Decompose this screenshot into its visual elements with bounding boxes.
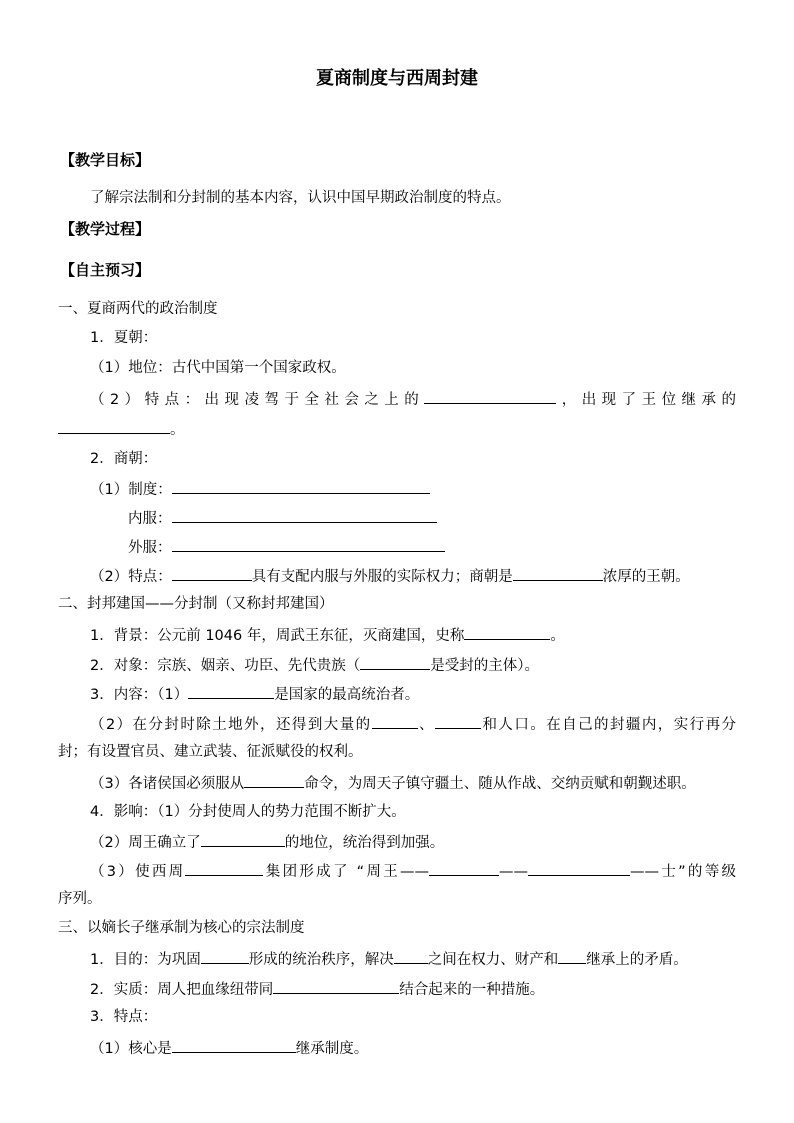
fengjian-background — [90, 624, 565, 646]
text-fragment: 继承制度。 — [295, 1041, 369, 1057]
fill-blank — [360, 654, 430, 670]
fill-blank — [172, 1037, 296, 1053]
fengjian-content-3 — [90, 772, 696, 794]
goal-text: 了解宗法制和分封制的基本内容，认识中国早期政治制度的特点。 — [90, 190, 511, 206]
fill-blank — [172, 565, 252, 581]
text-fragment: 具有支配内服与外服的实际权力；商朝是 — [251, 569, 513, 585]
shang-waifu — [128, 536, 445, 558]
xia-point-2-cont — [58, 418, 185, 440]
text-fragment: ——士”的等级 — [630, 864, 737, 880]
fengjian-effect-2 — [90, 831, 444, 853]
part-three-heading: 三、以嫡长子继承制为核心的宗法制度 — [58, 920, 305, 936]
text-fragment: 是受封的主体）。 — [430, 658, 539, 674]
text-fragment: （2）特点： — [90, 569, 172, 585]
text-fragment: （2）周王确立了 — [90, 835, 201, 851]
text-fragment: （3）各诸侯国必须服从 — [90, 776, 245, 792]
fill-blank — [429, 860, 499, 876]
text-fragment: （1）核心是 — [90, 1041, 172, 1057]
text-fragment: —— — [499, 864, 529, 880]
text-fragment: （2）特点：出现凌驾于全社会之上的 — [90, 392, 425, 408]
text-fragment: 浓厚的王朝。 — [602, 569, 690, 585]
text-fragment: 命令，为周天子镇守疆土、随从作战、交纳贡赋和朝觐述职。 — [304, 776, 696, 792]
text-fragment: 内服： — [128, 511, 172, 527]
shang-feature — [90, 565, 690, 587]
fill-blank — [172, 536, 445, 552]
text-fragment: （2）在分封时除土地外，还得到大量的 — [90, 717, 372, 733]
text-fragment: 1．目的：为巩固 — [90, 952, 201, 968]
text-fragment: 和人口。在自己的封疆内，实行再分 — [481, 717, 737, 733]
fengjian-objects — [90, 654, 539, 676]
fill-blank — [435, 713, 481, 729]
zongfa-feature-heading: 3．特点： — [90, 1009, 158, 1025]
fill-blank — [172, 478, 430, 494]
fengjian-effect-1: 4．影响：（1）分封使周人的势力范围不断扩大。 — [90, 804, 406, 820]
section-heading-goal: 【教学目标】 — [60, 151, 151, 169]
fill-blank — [528, 860, 630, 876]
section-heading-preview: 【自主预习】 — [60, 261, 151, 279]
fill-blank — [394, 948, 428, 964]
text-fragment: ，出现了王位继承的 — [556, 392, 736, 408]
zongfa-feature-1 — [90, 1037, 368, 1059]
fengjian-content-2-cont: 封；有设置官员、建立武装、征派赋役的权利。 — [58, 744, 363, 760]
shang-neifu — [128, 507, 437, 529]
text-fragment: （3）使西周 — [90, 864, 186, 880]
fengjian-effect-3-cont: 序列。 — [58, 891, 102, 907]
text-fragment: 形成的统治秩序，解决 — [248, 952, 394, 968]
fill-blank — [172, 507, 437, 523]
text-fragment: 的地位，统治得到加强。 — [284, 835, 445, 851]
page-title: 夏商制度与西周封建 — [316, 68, 478, 89]
text-fragment: 外服： — [128, 540, 172, 556]
fill-blank — [201, 831, 285, 847]
fill-blank — [558, 948, 586, 964]
fengjian-effect-3 — [90, 860, 736, 882]
zongfa-aim — [90, 948, 688, 970]
fill-blank — [244, 772, 304, 788]
text-fragment: 。 — [550, 628, 565, 644]
fill-blank — [201, 948, 249, 964]
fill-blank — [464, 624, 550, 640]
fill-blank — [424, 388, 556, 404]
fengjian-content-1 — [90, 683, 419, 705]
fill-blank — [372, 713, 418, 729]
fill-blank — [185, 860, 263, 876]
shang-system — [90, 478, 430, 500]
text-fragment: （1）制度： — [90, 482, 172, 498]
xia-point-1: （1）地位：古代中国第一个国家政权。 — [90, 360, 346, 376]
text-fragment: 集团形成了 “周王—— — [263, 864, 430, 880]
text-fragment: 是国家的最高统治者。 — [274, 687, 420, 703]
fill-blank — [58, 418, 170, 434]
text-fragment: 之间在权力、财产和 — [427, 952, 559, 968]
part-one-heading: 一、夏商两代的政治制度 — [58, 301, 218, 317]
zongfa-essence — [90, 978, 544, 1000]
shang-heading: 2．商朝： — [90, 451, 158, 467]
text-fragment: 结合起来的一种措施。 — [399, 982, 545, 998]
text-fragment: 继承上的矛盾。 — [586, 952, 688, 968]
text-fragment: 1．背景：公元前 1046 年，周武王东征，灭商建国，史称 — [90, 628, 465, 644]
text-fragment: 2．对象：宗族、姻亲、功臣、先代贵族（ — [90, 658, 361, 674]
text-fragment: 3．内容：（1） — [90, 687, 189, 703]
xia-heading: 1．夏朝： — [90, 330, 158, 346]
fill-blank — [188, 683, 274, 699]
xia-point-2 — [90, 388, 736, 410]
text-fragment: 、 — [417, 717, 435, 733]
fill-blank — [273, 978, 399, 994]
fill-blank — [513, 565, 603, 581]
section-heading-process: 【教学过程】 — [60, 220, 151, 238]
text-fragment: 。 — [170, 422, 185, 438]
fengjian-content-2 — [90, 713, 736, 735]
part-two-heading: 二、封邦建国——分封制（又称封邦建国） — [58, 596, 334, 612]
text-fragment: 2．实质：周人把血缘纽带同 — [90, 982, 274, 998]
